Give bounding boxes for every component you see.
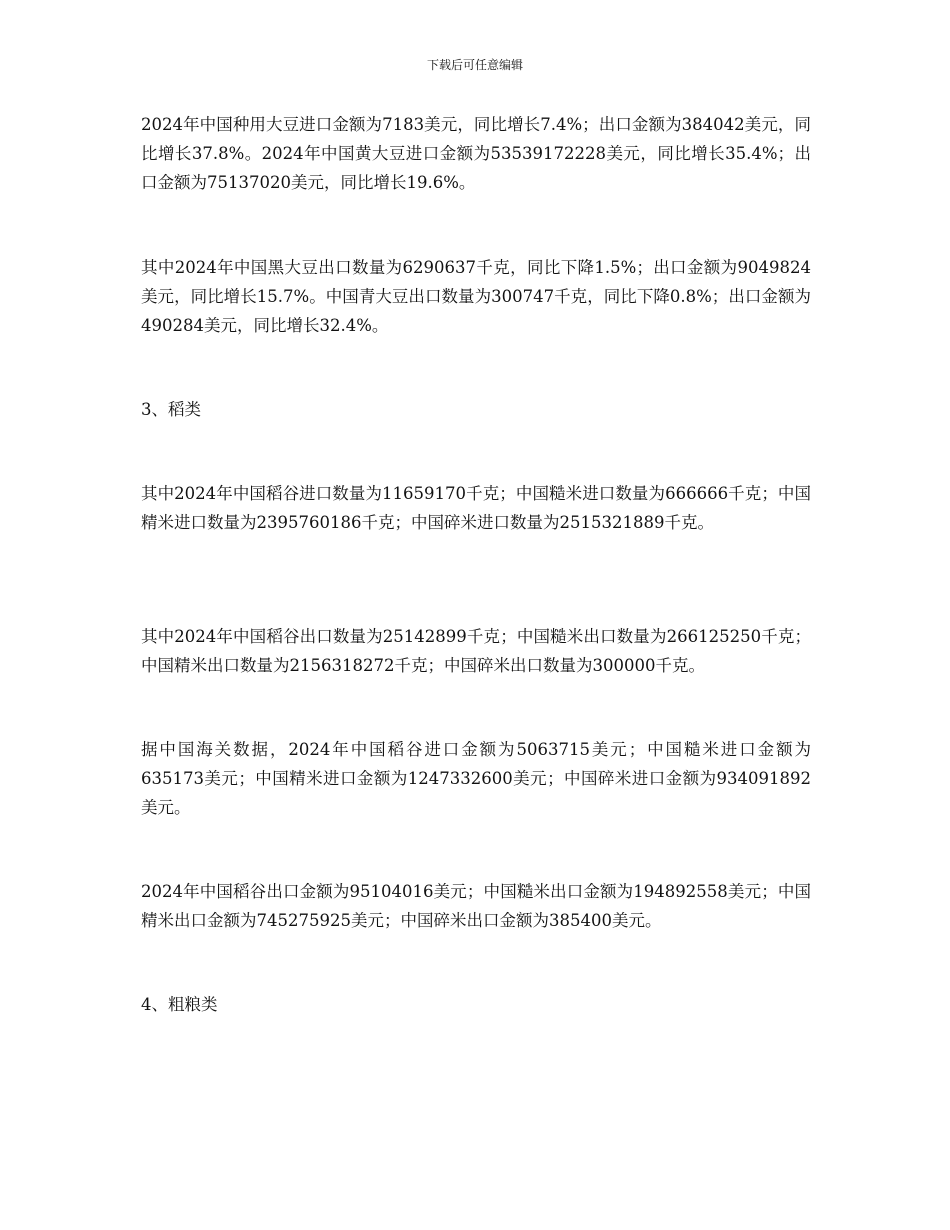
paragraph-rice-import-quantity: 其中2024年中国稻谷进口数量为11659170千克；中国糙米进口数量为666666千克；中国精米进口数量为2395760186千克；中国碎米进口数量为2515321889千克。 [141, 484, 811, 532]
paragraph-soybean-trade-value: 2024年中国种用大豆进口金额为7183美元，同比增长7.4%；出口金额为384042美元，同比增长37.8%。2024年中国黄大豆进口金额为53539172228美元，同比增长35.4%；出口金额为75137020美元，同比增长19.6%。 [141, 115, 811, 192]
section-heading-coarse-grains: 4、粗粮类 [141, 995, 218, 1014]
paragraph-rice-import-value: 据中国海关数据，2024年中国稻谷进口金额为5063715美元；中国糙米进口金额为635173美元；中国精米进口金额为1247332600美元；中国碎米进口金额为934091892美元。 [141, 740, 811, 817]
paragraph-black-green-soybean-export: 其中2024年中国黑大豆出口数量为6290637千克，同比下降1.5%；出口金额为9049824美元，同比增长15.7%。中国青大豆出口数量为300747千克，同比下降0.8%；出口金额为490284美元，同比增长32.4%。 [141, 258, 811, 335]
page-header-note: 下载后可任意编辑 [426, 58, 523, 72]
section-heading-rice: 3、稻类 [141, 400, 201, 419]
paragraph-rice-export-quantity: 其中2024年中国稻谷出口数量为25142899千克；中国糙米出口数量为266125250千克；中国精米出口数量为2156318272千克；中国碎米出口数量为300000千克。 [141, 627, 811, 675]
paragraph-rice-export-value: 2024年中国稻谷出口金额为95104016美元；中国糙米出口金额为194892558美元；中国精米出口金额为745275925美元；中国碎米出口金额为385400美元。 [141, 882, 811, 930]
